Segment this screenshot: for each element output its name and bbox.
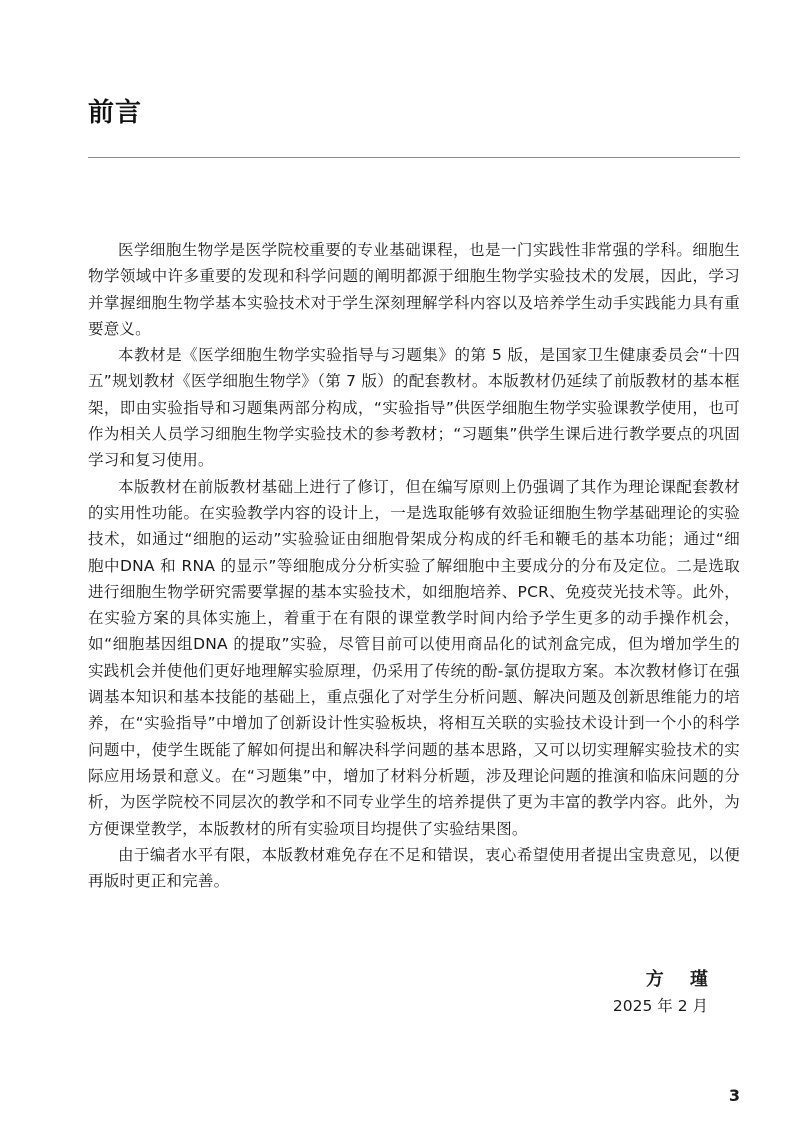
- page-number: 3: [728, 1086, 740, 1105]
- preface-body: [88, 237, 740, 894]
- paragraph-3: 本版教材在前版教材基础上进行了修订，但在编写原则上仍强调了其作为理论课配套教材的实用性功能。在实验教学内容的设计上，一是选取能够有效验证细胞生物学基础理论的实验技术，如通过“细胞的运动”实验验证由细胞骨架成分构成的纤毛和鞭毛的基本功能；通过“细胞中DNA 和 RNA 的显示”等细胞成分分析实验了解细胞中主要成分的分布及定位。二是选取进行细胞生物学研究需要掌握的基本实验技术，如细胞培养、PCR、免疫荧光技术等。此外，在实验方案的具体实施上，着重于在有限的课堂教学时间内给予学生更多的动手操作机会，如“细胞基因组DNA 的提取”实验，尽管目前可以使用商品化的试剂盒完成，但为增加学生的实践机会并使他们更好地理解实验原理，仍采用了传统的酚-氯仿提取方案。本次教材修订在强调基本知识和基本技能的基础上，重点强化了对学生分析问题、解决问题及创新思维能力的培养，在“实验指导”中增加了创新设计性实验板块，将相互关联的实验技术设计到一个小的科学问题中，使学生既能了解如何提出和解决科学问题的基本思路，又可以切实理解实验技术的实际应用场景和意义。在“习题集”中，增加了材料分析题，涉及理论问题的推演和临床问题的分析，为医学院校不同层次的教学和不同专业学生的培养提供了更为丰富的教学内容。此外，为方便课堂教学，本版教材的所有实验项目均提供了实验结果图。: [88, 477, 740, 838]
- paragraph-2: 本教材是《医学细胞生物学实验指导与习题集》的第 5 版，是国家卫生健康委员会“十四五”规划教材《医学细胞生物学》（第 7 版）的配套教材。本版教材仍延续了前版教材的基本框架，即由实验指导和习题集两部分构成，“实验指导”供医学细胞生物学实验课教学使用，也可作为相关人员学习细胞生物学实验技术的参考教材；“习题集”供学生课后进行教学要点的巩固学习和复习使用。: [88, 346, 740, 470]
- signature-date: 2025 年 2 月: [612, 997, 708, 1015]
- paragraph-4: 由于编者水平有限，本版教材难免存在不足和错误，衷心希望使用者提出宝贵意见，以便再版时更正和完善。: [88, 845, 740, 891]
- author-signature: 方 瑾: [645, 969, 718, 990]
- paragraph-1: 医学细胞生物学是医学院校重要的专业基础课程，也是一门实践性非常强的学科。细胞生物学领域中许多重要的发现和科学问题的阐明都源于细胞生物学实验技术的发展，因此，学习并掌握细胞生物学基本实验技术对于学生深刻理解学科内容以及培养学生动手实践能力具有重要意义。: [88, 241, 740, 338]
- page-title: 前言: [88, 98, 143, 128]
- title-divider: [88, 157, 740, 158]
